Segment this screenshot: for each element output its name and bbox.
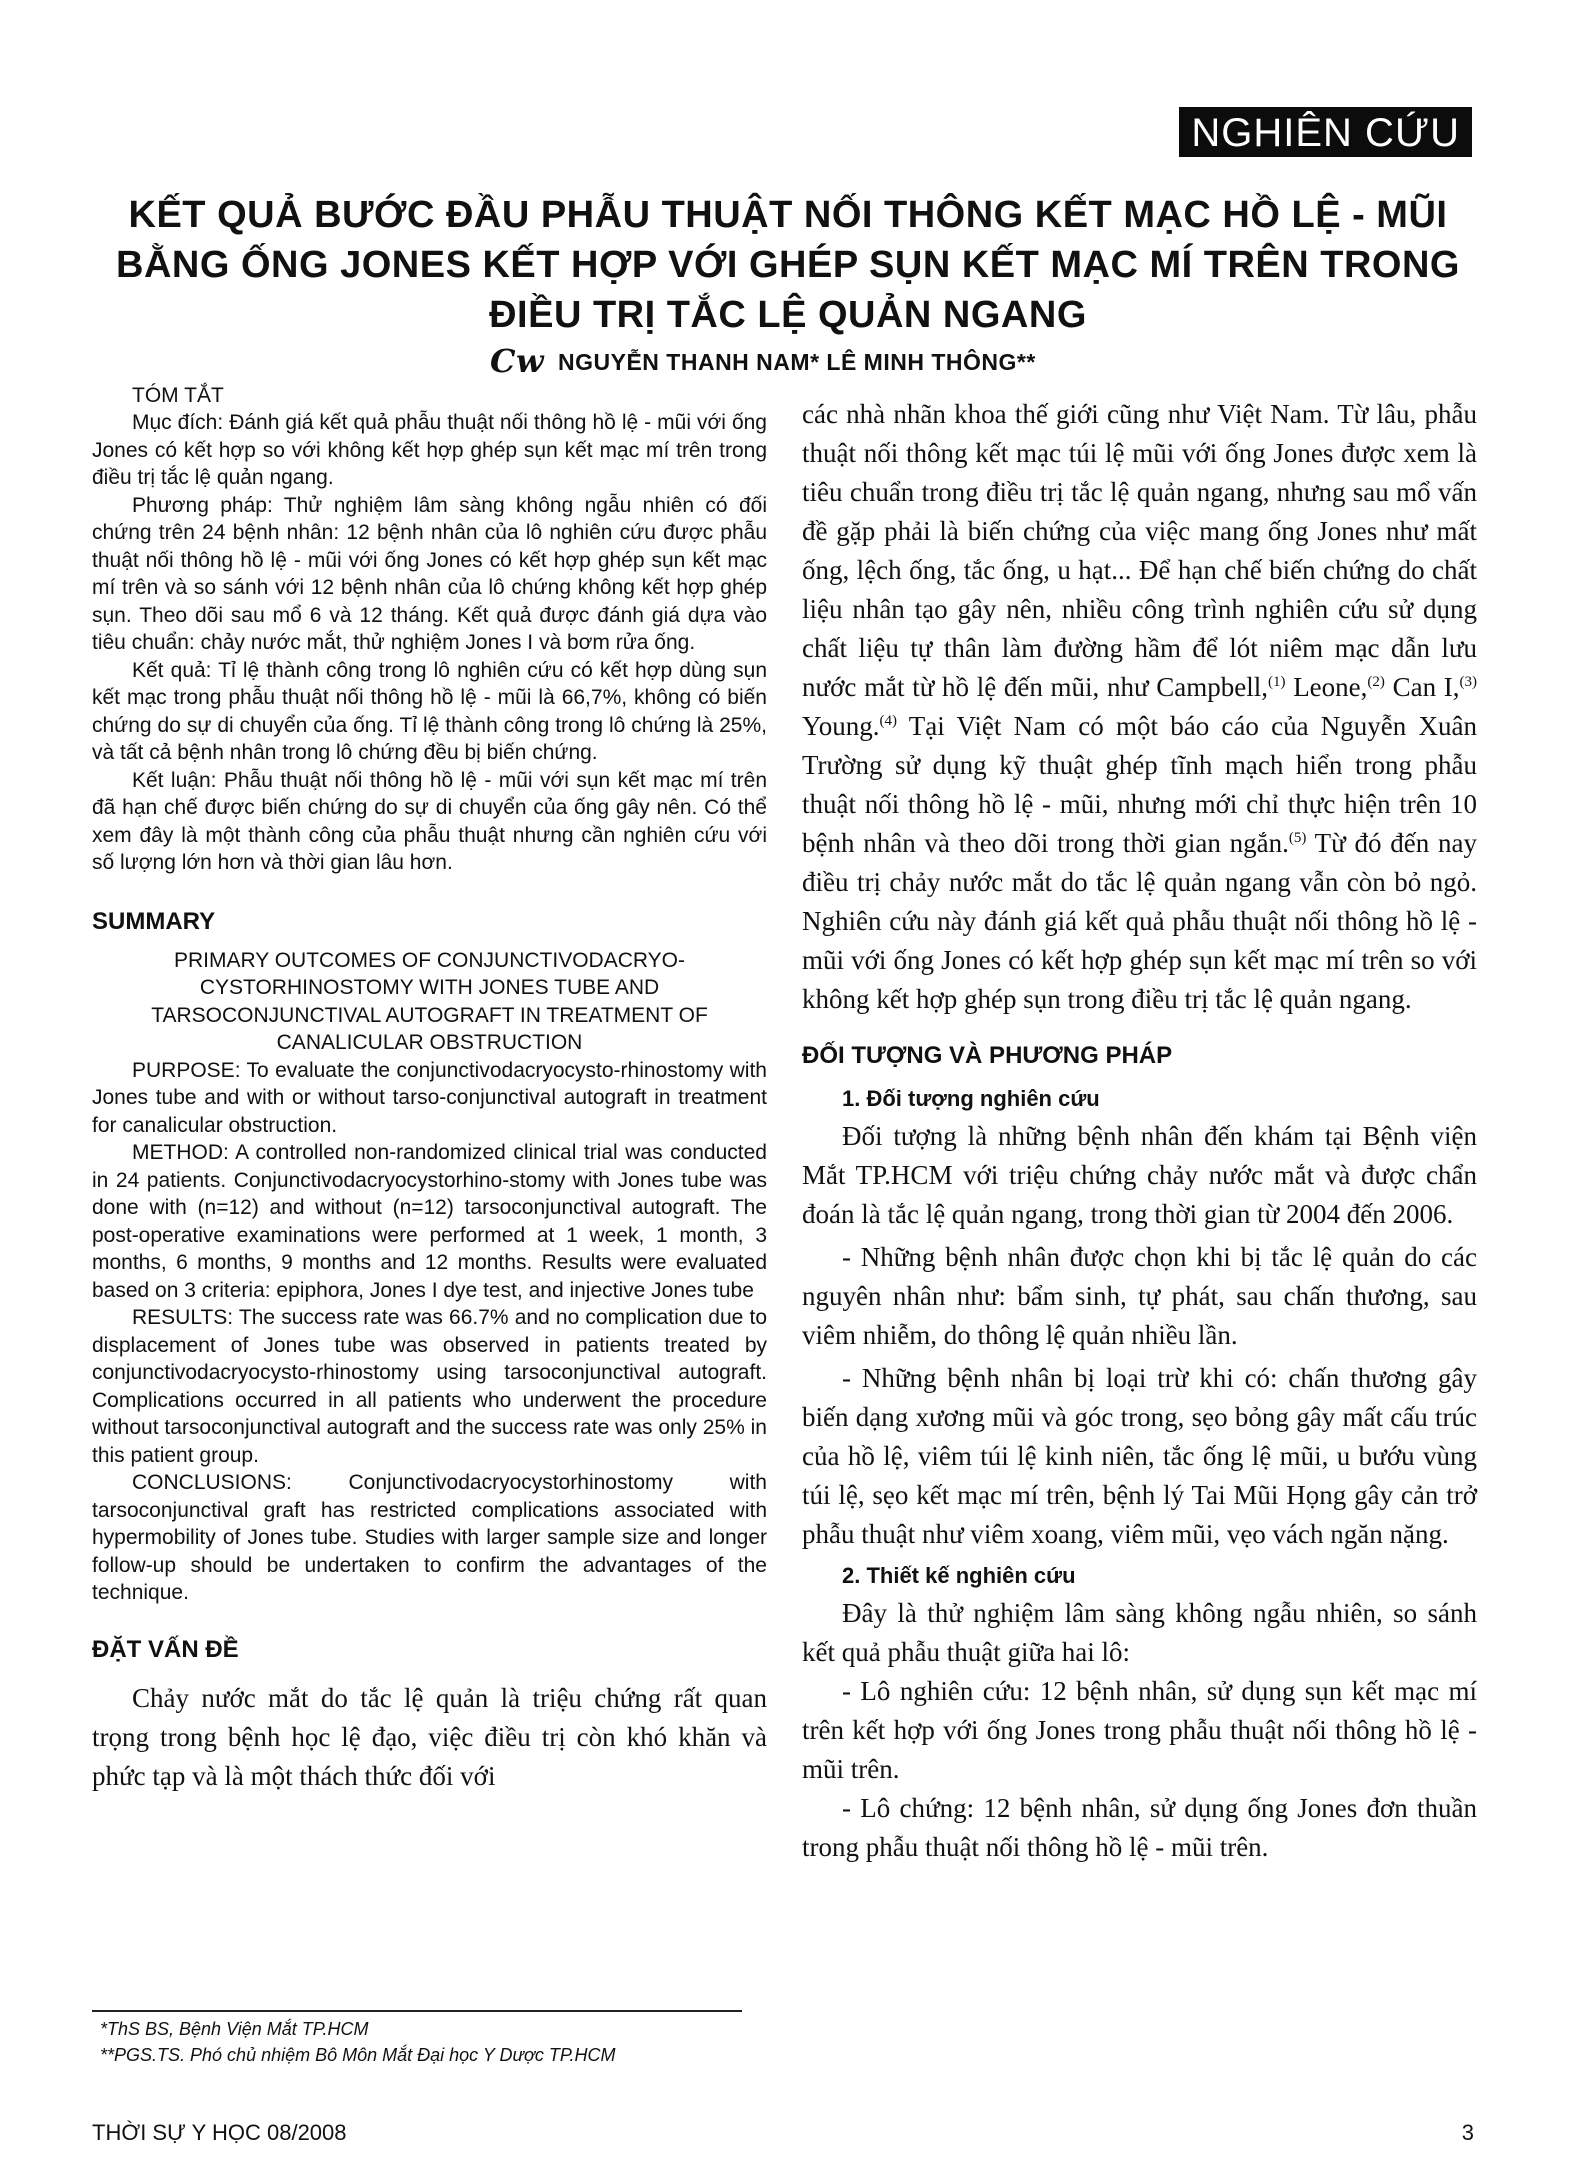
footnote-2: **PGS.TS. Phó chủ nhiệm Bô Môn Mắt Đại học Y Dược TP.HCM — [100, 2045, 616, 2065]
abstract-vi-results: Kết quả: Tỉ lệ thành công trong lô nghiên cứu có kết hợp dùng sụn kết mạc trong phẫu thuật nối thông hồ lệ - mũi là 66,7%, không có biến chứng do sự di chuyển của ống. Tỉ lệ thành công trong lô chứng là 25%, và tất cả bệnh nhân trong lô chứng đều bị biến chứng. — [92, 658, 767, 764]
footnote-1: *ThS BS, Bệnh Viện Mắt TP.HCM — [100, 2019, 369, 2039]
summary-conclusions: CONCLUSIONS: Conjunctivodacryocystorhinostomy with tarsoconjunctival graft has restricted complications associated with hypermobility of Jones tube. Studies with larger sample size and longer follow-up should be undertaken to confirm the advantages of the technique. — [92, 1471, 767, 1604]
intro-young: Young. — [802, 711, 880, 741]
title-line-3: ĐIỀU TRỊ TẮC LỆ QUẢN NGANG — [489, 294, 1087, 336]
journal-name: THỜI SỰ Y HỌC 08/2008 — [92, 2120, 347, 2145]
section-badge: NGHIÊN CỨU — [1179, 107, 1472, 157]
abstract-vi-heading: TÓM TẮT — [132, 384, 224, 407]
footnote-divider — [92, 2010, 742, 2012]
abstract-vi-purpose: Mục đích: Đánh giá kết quả phẫu thuật nối thông hồ lệ - mũi với ống Jones có kết hợp so với không kết hợp ghép sụn kết mạc mí trên trong điều trị tắc lệ quản ngang. — [92, 411, 767, 489]
signature: Cw — [490, 342, 545, 380]
methods-paragraph-5: - Lô nghiên cứu: 12 bệnh nhân, sử dụng sụn kết mạc mí trên kết hợp với ống Jones trong phẫu thuật nối thông hồ lệ - mũi trên. — [802, 1676, 1477, 1784]
intro-text-b: Tại Việt Nam có một báo cáo của Nguyễn Xuân Trường sử dụng kỹ thuật ghép tĩnh mạch hiển trong phẫu thuật nối thông hồ lệ - mũi, nhưng mới chỉ thực hiện trên 10 bệnh nhân và theo dõi trong thời gian ngắn. — [802, 711, 1477, 858]
methods-paragraph-6: - Lô chứng: 12 bệnh nhân, sử dụng ống Jones đơn thuần trong phẫu thuật nối thông hồ lệ - mũi trên. — [802, 1793, 1477, 1862]
methods-subheading-1: 1. Đối tượng nghiên cứu — [842, 1086, 1100, 1111]
summary-purpose: PURPOSE: To evaluate the conjunctivodacryocysto-rhinostomy with Jones tube and with or without tarso-conjunctival autograft in treatment for canalicular obstruction. — [92, 1058, 767, 1137]
title-line-2: BẰNG ỐNG JONES KẾT HỢP VỚI GHÉP SỤN KẾT MẠC MÍ TRÊN TRONG — [116, 244, 1460, 286]
methods-subheading-2: 2. Thiết kế nghiên cứu — [842, 1563, 1076, 1588]
citation-4: (4) — [879, 713, 898, 729]
citation-3: (3) — [1459, 674, 1477, 690]
abstract-vi-conclusion: Kết luận: Phẫu thuật nối thông hồ lệ - mũi với sụn kết mạc mí trên đã hạn chế được biến chứng do sự di chuyển của ống gây nên. Có thể xem đây là một thành công của phẫu thuật nhưng cần nghiên cứu với số lượng lớn hơn và thời gian lâu hơn. — [92, 768, 767, 874]
intro-text-a: các nhà nhãn khoa thế giới cũng như Việt Nam. Từ lâu, phẫu thuật nối thông kết mạc túi lệ mũi với ống Jones được xem là tiêu chuẩn trong điều trị tắc lệ quản ngang, nhưng sau mổ vấn đề gặp phải là biến chứng của việc mang ống Jones như mất ống, lệch ống, tắc ống, u hạt... Để hạn chế biến chứng do chất liệu nhân tạo gây nên, nhiều công trình nghiên cứu sử dụng chất liệu tự thân làm đường hầm để lót niêm mạc dẫn lưu nước mắt từ hồ lệ đến mũi, như Campbell, — [802, 399, 1477, 702]
methods-heading: ĐỐI TƯỢNG VÀ PHƯƠNG PHÁP — [802, 1042, 1173, 1069]
footnotes — [100, 2016, 780, 2068]
right-column — [802, 395, 1477, 1867]
intro-can: Can I, — [1384, 672, 1460, 702]
intro-paragraph-continued — [802, 395, 1477, 1019]
methods-paragraph-1: Đối tượng là những bệnh nhân đến khám tại Bệnh viện Mắt TP.HCM với triệu chứng chảy nước mắt và được chẩn đoán là tắc lệ quản ngang, trong thời gian từ 2004 đến 2006. — [802, 1121, 1477, 1229]
title-line-1: KẾT QUẢ BƯỚC ĐẦU PHẪU THUẬT NỐI THÔNG KẾT MẠC HỒ LỆ - MŨI — [128, 194, 1448, 236]
intro-paragraph-start: Chảy nước mắt do tắc lệ quản là triệu chứng rất quan trọng trong bệnh học lệ đạo, việc điều trị còn khó khăn và phức tạp và là một thách thức đối với — [92, 1682, 767, 1791]
abstract-vi-method: Phương pháp: Thử nghiệm lâm sàng không ngẫu nhiên có đối chứng trên 24 bệnh nhân: 12 bệnh nhân của lô nghiên cứu được phẫu thuật nối thông hồ lệ - mũi với ống Jones có kết hợp ghép sụn kết mạc mí trên và so sánh với 12 bệnh nhân của lô chứng không kết hợp ghép sụn. Theo dõi sau mổ 6 và 12 tháng. Kết quả được đánh giá dựa vào tiêu chuẩn: chảy nước mắt, thử nghiệm Jones I và bơm rửa ống. — [92, 493, 767, 654]
left-column — [92, 382, 767, 1796]
summary-method: METHOD: A controlled non-randomized clinical trial was conducted in 24 patients. Conjunctivodacryocystorhino-stomy with Jones tube was done with (n=12) and without (n=12) tarsoconjunctival autograft. The post-operative examinations were performed at 1 week, 1 month, 3 months, 6 months, 9 months and 12 months. Results were evaluated based on 3 criteria: epiphora, Jones I dye test, and injective Jones tube — [92, 1141, 767, 1302]
intro-text-c: Từ đó đến nay điều trị chảy nước mắt do tắc lệ quản ngang vẫn còn bỏ ngỏ. Nghiên cứu này đánh giá kết quả phẫu thuật nối thông hồ lệ - mũi với ống Jones có kết hợp ghép sụn kết mạc mí trên so với không kết hợp ghép sụn trong điều trị tắc lệ quản ngang. — [802, 828, 1477, 1014]
intro-heading: ĐẶT VẤN ĐỀ — [92, 1635, 239, 1663]
article-title — [90, 190, 1486, 340]
citation-1: (1) — [1268, 674, 1286, 690]
methods-paragraph-2: - Những bệnh nhân được chọn khi bị tắc lệ quản do các nguyên nhân như: bẩm sinh, tự phát, sau chấn thương, sau viêm nhiễm, do thông lệ quản nhiều lần. — [802, 1242, 1477, 1350]
methods-paragraph-3: - Những bệnh nhân bị loại trừ khi có: chấn thương gây biến dạng xương mũi và góc trong, sẹo bỏng gây mất cấu trúc của hồ lệ, viêm túi lệ kinh niên, tắc ống lệ mũi, u bướu vùng túi lệ, sẹo kết mạc mí trên, bệnh lý Tai Mũi Họng gây cản trở phẫu thuật như viêm xoang, viêm mũi, vẹo vách ngăn nặng. — [802, 1363, 1477, 1549]
citation-5: (5) — [1288, 830, 1307, 846]
summary-title: PRIMARY OUTCOMES OF CONJUNCTIVODACRYO-CYSTORHINOSTOMY WITH JONES TUBE AND TARSOCONJUNCTIVAL AUTOGRAFT IN TREATMENT OF CANALICULAR OBSTRUCTION — [151, 948, 708, 1054]
intro-leone: Leone, — [1285, 672, 1368, 702]
summary-results: RESULTS: The success rate was 66.7% and no complication due to displacement of Jones tube was observed in patients treated by conjunctivodacryocysto-rhinostomy using tarsoconjunctival autograft. Complications occurred in all patients who underwent the procedure without tarsoconjunctival autograft and the success rate was only 25% in this patient group. — [92, 1306, 767, 1467]
author-line — [490, 340, 1190, 378]
page-number: 3 — [1461, 2120, 1474, 2145]
summary-heading: SUMMARY — [92, 907, 216, 935]
methods-paragraph-4: Đây là thử nghiệm lâm sàng không ngẫu nhiên, so sánh kết quả phẫu thuật giữa hai lô: — [802, 1598, 1477, 1667]
citation-2: (2) — [1367, 674, 1385, 690]
authors: NGUYỄN THANH NAM* LÊ MINH THÔNG** — [558, 349, 1036, 375]
